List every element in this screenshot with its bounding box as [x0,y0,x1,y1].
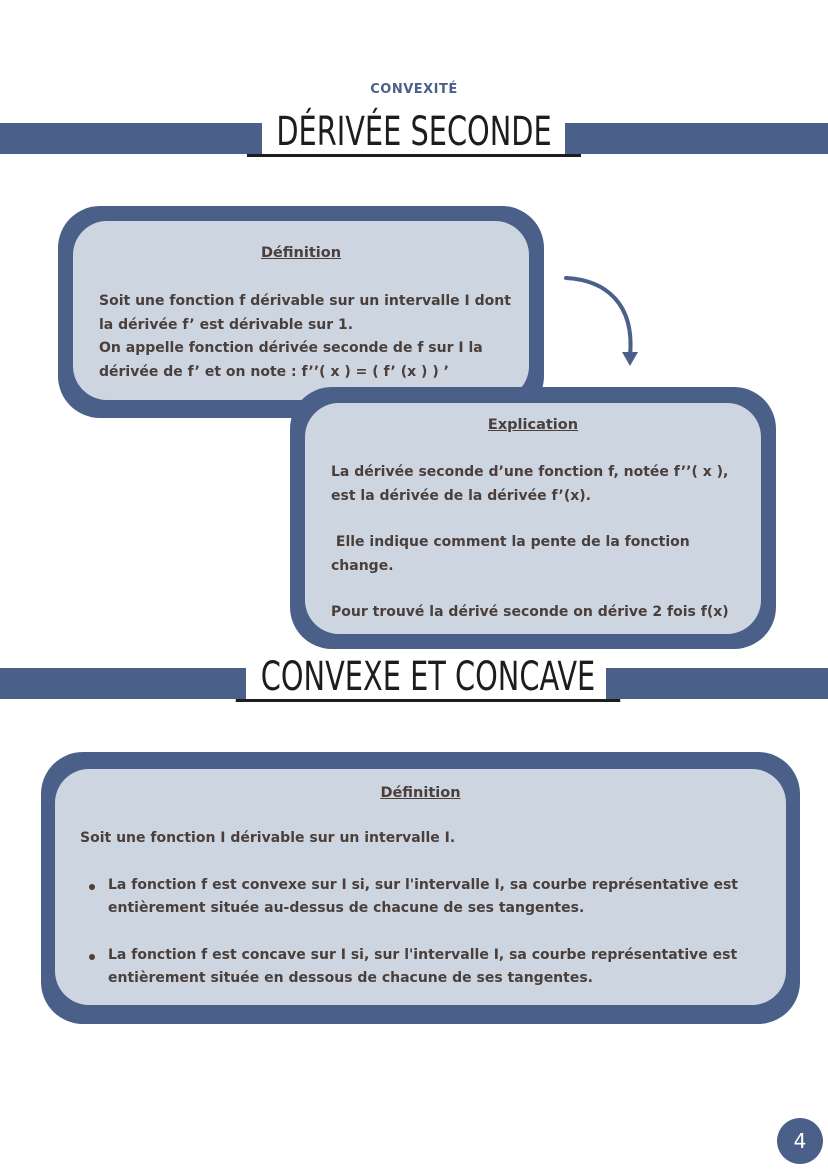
definition-line: On appelle fonction dérivée seconde de f sur I la [99,340,483,356]
header-band-right [565,123,828,154]
explanation-text [331,461,731,625]
definition-card-body [73,221,529,400]
explanation-paragraph: La dérivée seconde d’une fonction f, notée f’’( x ), est la dérivée de la dérivée f’(x). [331,464,729,504]
definition-line: la dérivée f’ est dérivable sur 1. [99,316,354,333]
convex-bullet-list [80,874,770,991]
explanation-paragraph: Pour trouvé la dérivé seconde on dérive 2 fois f(x) [331,604,729,620]
definition-line: dérivée de f’ et on note : f’’( x ) = ( f’ (x ) ) ’ [99,363,449,380]
explanation-card-body [305,403,761,634]
definition-title: Définition [260,245,342,261]
definition-line: Soit une fonction f dérivable sur un intervalle I dont [99,293,511,309]
concave-bullet: La fonction f est concave sur I si, sur l'intervalle I, sa courbe représentative est entièrement située en dessous de chacune de ses tangentes. [80,944,770,991]
convex-title: Définition [380,785,461,801]
convex-card [41,752,800,1024]
convex-bullet: La fonction f est convexe sur I si, sur l'intervalle I, sa courbe représentative est entièrement située au-dessus de chacune de ses tangentes. [80,874,770,921]
page-title: DÉRIVÉE SECONDE [247,110,581,157]
header-band-left [0,123,262,154]
section2-band-left [0,668,246,699]
definition-text [99,290,519,384]
convex-card-body [55,769,786,1005]
section-kicker: CONVEXITÉ [370,82,458,97]
convex-text [80,827,770,1014]
curved-arrow-icon [560,268,650,373]
section2-band-right [606,668,828,699]
page-number: 4 [777,1118,823,1164]
section2-title: CONVEXE ET CONCAVE [236,655,620,702]
explanation-paragraph: Elle indique comment la pente de la fonction change. [331,534,695,574]
explanation-title: Explication [487,417,579,433]
explanation-card [290,387,776,649]
convex-intro: Soit une fonction I dérivable sur un intervalle I. [80,830,456,846]
